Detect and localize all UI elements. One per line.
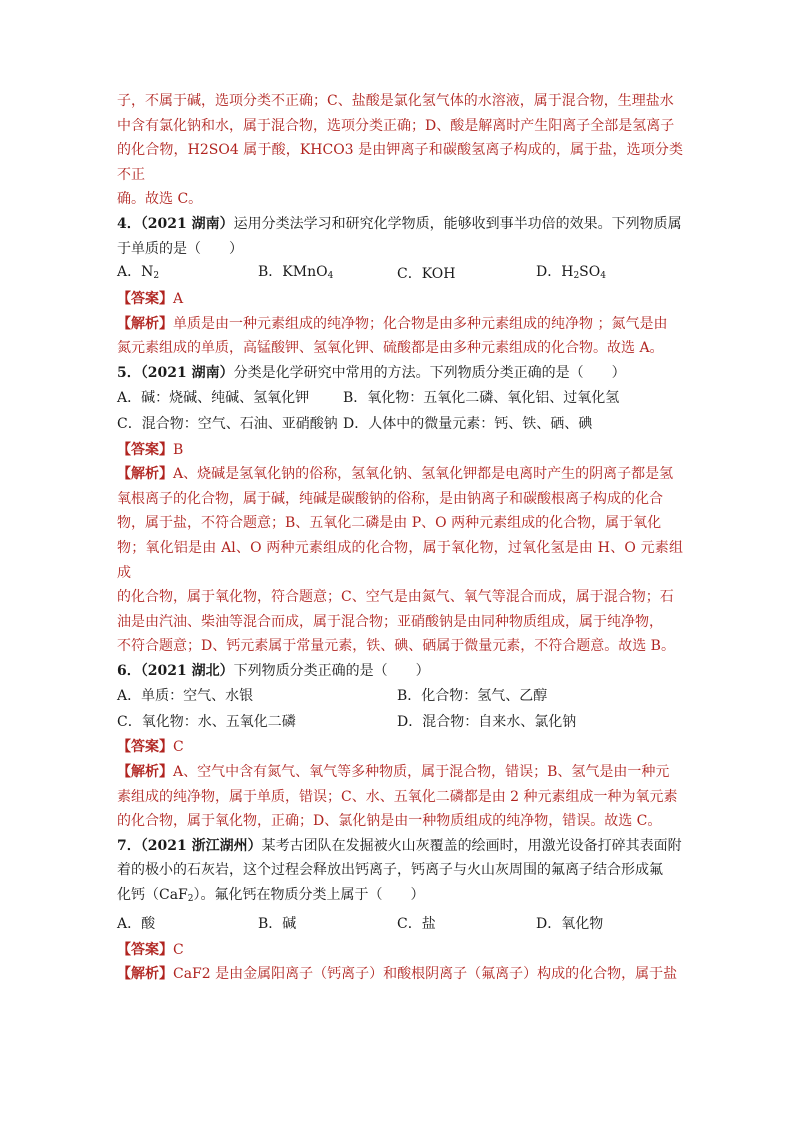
analysis-line: 确。故选 C。 bbox=[117, 191, 203, 208]
options-row bbox=[117, 412, 683, 438]
option-d: D．氧化物 bbox=[536, 916, 604, 933]
option-b: B．氧化物：五氧化二磷、氧化铝、过氧化氢 bbox=[343, 390, 620, 407]
answer-value: B bbox=[173, 441, 184, 458]
analysis-line: 的化合物，H2SO4 属于酸，KHCO3 是由钾离子和碳酸氢离子构成的，属于盐，选项分类不正 bbox=[117, 142, 683, 183]
answer-label: 【答案】 bbox=[117, 941, 173, 958]
question-number: 4． bbox=[117, 215, 141, 232]
option-c: C．氧化物：水、五氧化二磷 bbox=[117, 714, 296, 731]
question-stem bbox=[117, 834, 683, 859]
answer-value: C bbox=[173, 941, 184, 958]
answer-label: 【答案】 bbox=[117, 739, 173, 756]
question-stem-cont: 于单质的是（ ） bbox=[117, 240, 243, 257]
analysis-label: 【解析】 bbox=[117, 966, 173, 983]
analysis-line: 素组成的纯净物，属于单质，错误；C、水、五氧化二磷都是由 2 种元素组成一种为氧元素 bbox=[117, 788, 678, 805]
option-c: C．盐 bbox=[397, 916, 436, 933]
options-row bbox=[117, 261, 683, 287]
analysis-label: 【解析】 bbox=[117, 764, 173, 781]
prev-analysis-continuation bbox=[117, 89, 683, 212]
analysis-line: 【解析】CaF2 是由金属阳离子（钙离子）和酸根阴离子（氟离子）构成的化合物，属于盐 bbox=[117, 966, 678, 983]
analysis-line: 子，不属于碱，选项分类不正确；C、盐酸是氯化氢气体的水溶液，属于混合物，生理盐水 bbox=[117, 93, 674, 109]
answer-line bbox=[117, 735, 683, 760]
options-row bbox=[117, 683, 683, 709]
question-stem-cont: 化钙（CaF$_2$）。氟化钙在物质分类上属于（ ） bbox=[117, 887, 425, 905]
question-5 bbox=[117, 361, 683, 659]
question-6 bbox=[117, 659, 683, 834]
question-stem bbox=[117, 659, 683, 684]
analysis-line: 不符合题意；D、钙元素属于常量元素，铁、碘、硒属于微量元素，不符合题意。故选 B。 bbox=[117, 638, 675, 655]
option-d: D．混合物：自来水、氯化钠 bbox=[397, 714, 577, 731]
analysis-line: 【解析】单质是由一种元素组成的纯净物；化合物是由多种元素组成的纯净物 ；氮气是由 bbox=[117, 315, 668, 332]
question-text: 运用分类法学习和研究化学物质，能够收到事半功倍的效果。下列物质属 bbox=[233, 215, 682, 232]
answer-line bbox=[117, 938, 683, 963]
option-c: C．KOH bbox=[397, 265, 456, 282]
analysis-line: 【解析】A、烧碱是氢氧化钠的俗称，氢氧化钠、氢氧化钾都是电离时产生的阴离子都是氢 bbox=[117, 466, 674, 483]
analysis-label: 【解析】 bbox=[117, 466, 173, 483]
analysis-label: 【解析】 bbox=[117, 315, 173, 332]
question-number: 6． bbox=[117, 662, 141, 679]
option-b: B．KMnO4 bbox=[258, 263, 334, 281]
question-number: 7． bbox=[117, 837, 141, 854]
option-b: B．碱 bbox=[258, 916, 297, 933]
analysis-line: 油是由汽油、柴油等混合而成，属于混合物；亚硝酸钠是由同种物质组成，属于纯净物， bbox=[117, 613, 663, 630]
question-4 bbox=[117, 212, 683, 361]
option-c: C．混合物：空气、石油、亚硝酸钠 bbox=[117, 416, 338, 433]
answer-line bbox=[117, 438, 683, 463]
question-7 bbox=[117, 834, 683, 987]
answer-value: C bbox=[173, 739, 184, 756]
question-text: 下列物质分类正确的是（ ） bbox=[233, 662, 430, 679]
question-source: （2021 湖北） bbox=[140, 662, 234, 679]
question-stem bbox=[117, 361, 683, 386]
question-text: 某考古团队在发掘被火山灰覆盖的绘画时，用激光设备打碎其表面附 bbox=[261, 837, 682, 854]
answer-value: A bbox=[173, 291, 184, 308]
option-d: D．人体中的微量元素：钙、铁、硒、碘 bbox=[343, 416, 593, 433]
analysis-line: 氮元素组成的单质，高锰酸钾、氢氧化钾、硫酸都是由多种元素组成的化合物。故选 A。 bbox=[117, 340, 664, 357]
analysis-line: 的化合物，属于氧化物，正确；D、氯化钠是由一种物质组成的纯净物，错误。故选 C。 bbox=[117, 813, 662, 830]
question-source: （2021 浙江湖州） bbox=[140, 837, 262, 854]
question-source: （2021 湖南） bbox=[140, 364, 234, 381]
question-stem bbox=[117, 212, 683, 237]
option-d: D．H2SO4 bbox=[536, 263, 606, 281]
question-source: （2021 湖南） bbox=[140, 215, 234, 232]
options-row bbox=[117, 912, 683, 938]
analysis-line: 物，属于盐，不符合题意；B、五氧化二磷是由 P、O 两种元素组成的化合物，属于氧化 bbox=[117, 515, 662, 532]
answer-line bbox=[117, 287, 683, 312]
answer-label: 【答案】 bbox=[117, 441, 173, 458]
question-text: 分类是化学研究中常用的方法。下列物质分类正确的是（ ） bbox=[233, 364, 626, 381]
analysis-line: 中含有氯化钠和水，属于混合物，选项分类正确；D、酸是解离时产生阳离子全部是氢离子 bbox=[117, 117, 675, 134]
option-a: A．酸 bbox=[117, 916, 156, 933]
answer-label: 【答案】 bbox=[117, 291, 173, 308]
analysis-line: 物；氧化铝是由 Al、O 两种元素组成的化合物，属于氧化物，过氧化氢是由 H、O 元素组成 bbox=[117, 539, 683, 581]
analysis-line: 【解析】A、空气中含有氮气、氧气等多种物质，属于混合物，错误；B、氢气是由一种元 bbox=[117, 764, 670, 781]
option-a: A．N2 bbox=[117, 263, 160, 281]
question-number: 5． bbox=[117, 364, 141, 381]
document-content bbox=[117, 89, 683, 987]
options-row bbox=[117, 709, 683, 735]
option-a: A．碱：烧碱、纯碱、氢氧化钾 bbox=[117, 390, 310, 407]
question-stem-cont: 着的极小的石灰岩，这个过程会释放出钙离子，钙离子与火山灰周围的氟离子结合形成氟 bbox=[117, 862, 663, 879]
analysis-line: 的化合物，属于氧化物，符合题意；C、空气是由氮气、氧气等混合而成，属于混合物；石 bbox=[117, 589, 674, 606]
option-a: A．单质：空气、水银 bbox=[117, 688, 254, 705]
options-row bbox=[117, 386, 683, 412]
option-b: B．化合物：氢气、乙醇 bbox=[397, 688, 548, 705]
analysis-line: 氧根离子的化合物，属于碱，纯碱是碳酸钠的俗称，是由钠离子和碳酸根离子构成的化合 bbox=[117, 490, 663, 507]
